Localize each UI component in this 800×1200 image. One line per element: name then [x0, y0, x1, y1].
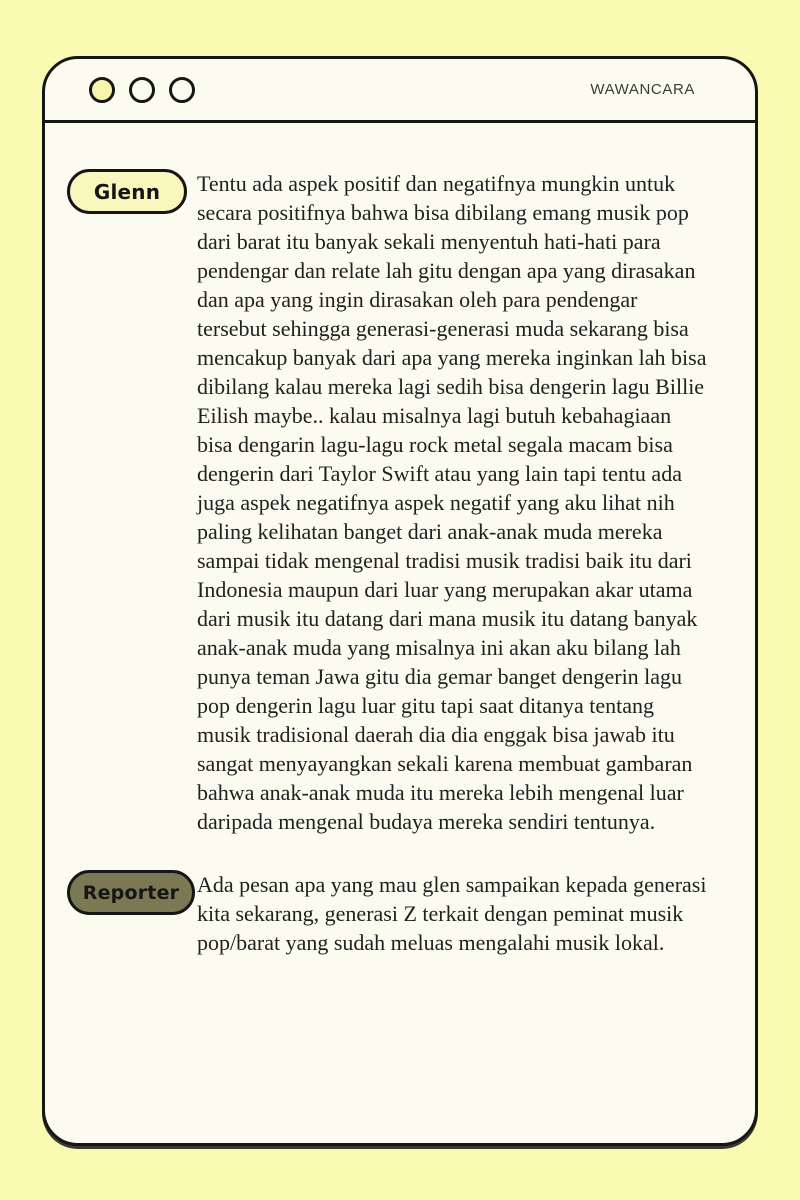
transcript-block-glenn [67, 169, 707, 836]
window-titlebar [45, 59, 755, 123]
window-dot-icon [169, 77, 195, 103]
speech-text-glenn: Tentu ada aspek positif dan negatifnya mungkin untuk secara positifnya bahwa bisa dibilang emang musik pop dari barat itu banyak sekali menyentuh hati-hati para pendengar dan relate lah gitu dengan apa yang dirasakan dan apa yang ingin dirasakan oleh para pendengar tersebut sehingga generasi-generasi muda sekarang bisa mencakup banyak dari apa yang mereka inginkan lah bisa dibilang kalau mereka lagi sedih bisa dengerin lagu Billie Eilish maybe.. kalau misalnya lagi butuh kebahagiaan bisa dengarin lagu-lagu rock metal segala macam bisa dengerin dari Taylor Swift atau yang lain tapi tentu ada juga aspek negatifnya aspek negatif yang aku lihat nih paling kelihatan banget dari anak-anak muda mereka sampai tidak mengenal tradisi musik tradisi baik itu dari Indonesia maupun dari luar yang merupakan akar utama dari musik itu datang dari mana musik itu datang banyak anak-anak muda yang misalnya ini akan aku bilang lah punya teman Jawa gitu dia gemar banget dengerin lagu pop dengerin lagu luar gitu tapi saat ditanya tentang musik tradisional daerah dia dia enggak bisa jawab itu sangat menyayangkan sekali karena membuat gambaran bahwa anak-anak muda itu mereka lebih mengenal luar daripada mengenal budaya mereka sendiri tentunya. [197, 171, 707, 834]
speaker-column [67, 870, 197, 915]
speaker-badge-reporter: Reporter [67, 870, 195, 915]
transcript-body [45, 123, 755, 957]
window-dot-icon [89, 77, 115, 103]
speaker-column [67, 169, 197, 214]
interview-card [42, 56, 758, 1146]
window-dots [89, 77, 209, 103]
speech-text-reporter: Ada pesan apa yang mau glen sampaikan kepada generasi kita sekarang, generasi Z terkait dengan peminat musik pop/barat yang sudah meluas mengalahi musik lokal. [197, 872, 707, 955]
transcript-block-reporter [67, 870, 707, 957]
speaker-badge-glenn: Glenn [67, 169, 187, 214]
window-dot-icon [129, 77, 155, 103]
page-title: WAWANCARA [590, 81, 695, 98]
